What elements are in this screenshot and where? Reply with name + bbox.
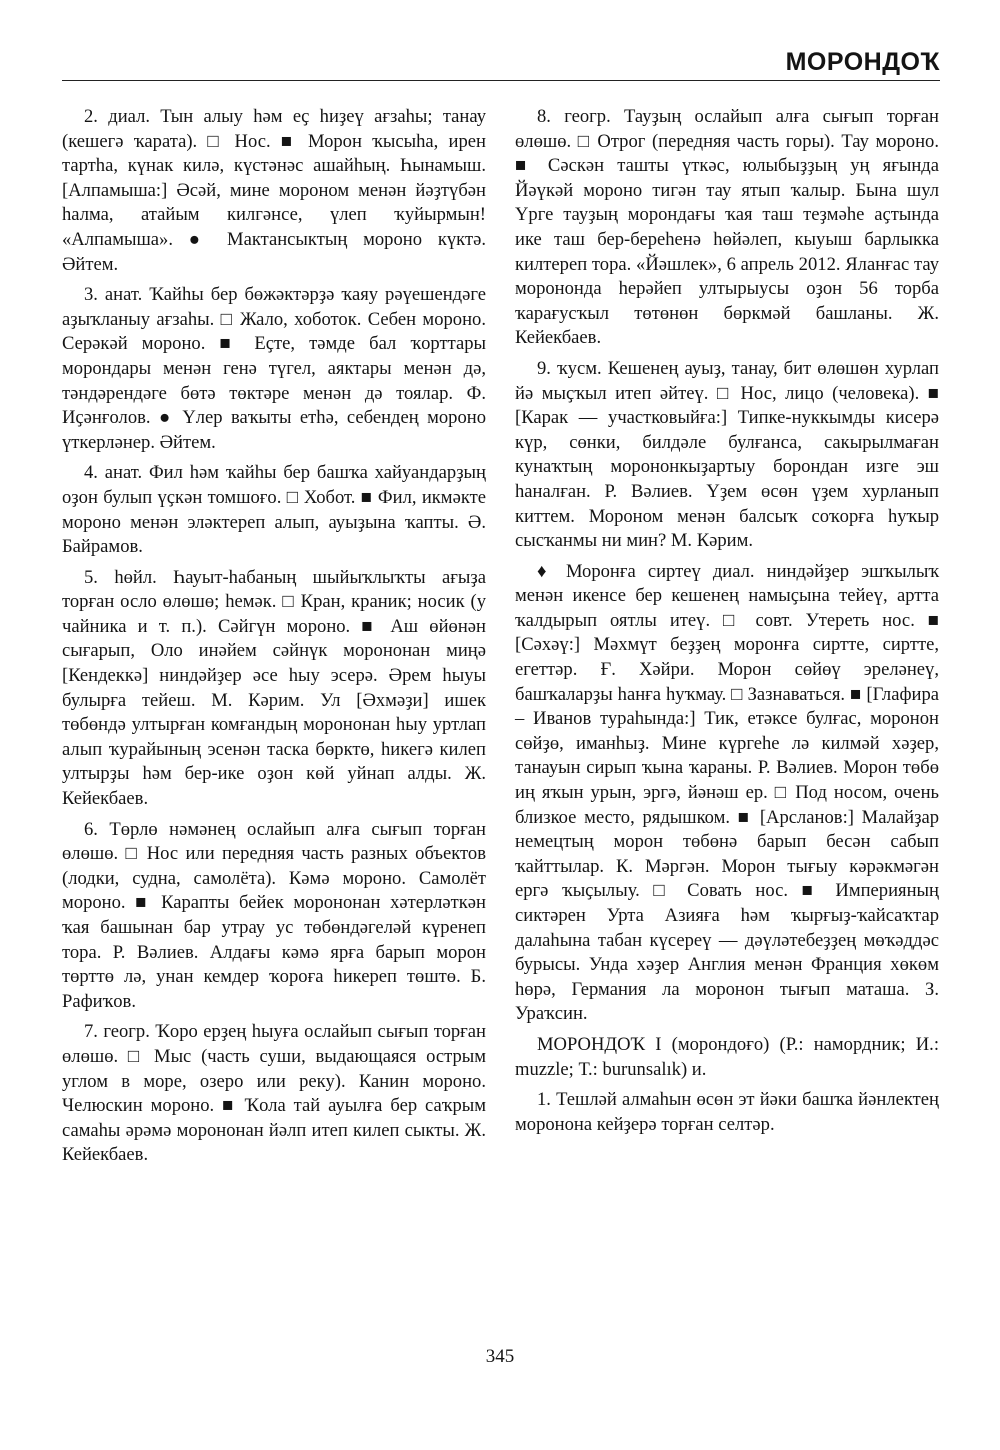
sense-5-paragraph: 5. һөйл. Һауыт-һабаның шыйыҡлыҡты ағыҙа торған осло өлөшө; һемәк. □ Кран, краник; носик (у чайника и т. п.). Сәйгүн мороно. ■ Аш өйөнән сығарып, Оло инәйем сәйнүк морононан миңә [Кендеккә] ниндәйҙер әсе һыу эсерә. Әрем һыуы булырға тейеш. М. Кәрим. Ул [Әхмәҙи] ишек төбөндә ултырған комғандың морононан һыу уртлап алып ҡурайының эсенән таска бөрктө, һикегә килеп ултырҙы һәм бер-ике оҙон көй уйнап алды. Ж. Кейекбаев. bbox=[62, 566, 486, 810]
sense-4-paragraph: 4. анат. Фил һәм ҡайһы бер башҡа хайуандарҙың оҙон булып үҫкән томшоғо. □ Хобот. ■ Фил, икмәкте мороно менән эләктереп алып, ауыҙына ҡапты. Ә. Байрамов. bbox=[62, 462, 486, 558]
header-headword: МОРОНДОҠ bbox=[785, 48, 940, 76]
page-number: 345 bbox=[485, 1346, 515, 1367]
sense-7-paragraph: 7. геогр. Ҡоро ерҙең һыуға ослайып сығып торған өлөшө. □ Мыс (часть суши, выдающаяся острым углом в море, озеро или реку). Канин мороно. Челюскин мороно. ■ Ҡола тай ауылға бер саҡрым самаһы әрәмә морононан йәлп итеп килеп сыкты. Ж. Кейекбаев. bbox=[62, 1021, 486, 1166]
left-column bbox=[62, 105, 486, 1174]
entry-morondok-heading: МОРОНДОҠ I (морондоғо) (Р.: намордник; И.: muzzle; Т.: burunsalık) и. bbox=[515, 1033, 939, 1080]
sense-6-paragraph: 6. Төрлө нәмәнең ослайып алға сығып торған өлөшө. □ Нос или передняя часть разных объектов (лодки, судна, самолёта). Кәмә мороно. Самолёт мороно. ■ Карапты бейек морононан хәтерләткән ҡая башынан бар утрау ус төбөндәгеләй күренеп тора. Р. Вәлиев. Алдағы кәмә ярға барып морон төрттө лә, унан кемдер ҡороға һикереп төштө. Б. Рафиҡов. bbox=[62, 818, 486, 1012]
idioms-paragraph: ♦ Моронға сиртеү диал. ниндәйҙер эшҡылыҡ менән икенсе бер кешенең намыҫына тейеү, артта ҡалдырып оятлы итеү. □ совт. Утереть нос. ■ [Сәхәү:] Мәхмүт беҙҙең моронға сиртте, сиртте, егеттәр. Ғ. Хәйри. Морон сөйөү эреләнеү, башҡаларҙы һанға һуҡмау. □ Зазнаваться. ■ [Глафира – Иванов тураһында:] Тик, етәксе булғас, моронон сөйҙө, иманһыҙ. Мине күргеһе лә килмәй хәҙер, танауын сирып ҡына ҡараны. Р. Вәлиев. Морон төбө иң яҡын урын, эргә, йәнәш ер. □ Под носом, очень близкое место, рядышком. ■ [Арсланов:] Малайҙар немецтың морон төбөнә барып бесән сабып ҡайттылар. К. Мәргән. Морон тығыу кәрәкмәгән ергә ҡыҫылыу. □ Совать нос. ■ Империяның сиктәрен Урта Азияға һәм ҡырғыҙ-ҡайсаҡтар далаһына табан күсереү — дәүләтебеҙҙең мөҡәддәс бурысы. Унда хәҙер Англия менән Франция хөкөм һөрә, Германия ла моронон тығып маташа. З. Ураҡсин. bbox=[515, 560, 939, 1025]
sense-8-paragraph: 8. геогр. Тауҙың ослайып алға сығып торған өлөшө. □ Отрог (передняя часть горы). Тау мороно. ■ Сәскән ташты үткәс, юлыбыҙҙың уң яғында Йәүкәй мороно тигән тау ятып ҡалыр. Бына шул Үрге тауҙың морондағы ҡая таш теҙмәһе аҫтында ике таш бер-береһенә һөйәлеп, кыуыш барлыкка килтереп тора. «Йәшлек», 6 апрель 2012. Яланғас тау морононда һерәйеп ултырыусы оҙон 56 торба ҡарағусҡыл төтөнөн бөркмәй башланы. Ж. Кейекбаев. bbox=[515, 106, 939, 349]
running-header bbox=[62, 46, 940, 81]
sense-2-paragraph: 2. диал. Тын алыу һәм еҫ һиҙеү ағзаһы; танау (кешегә ҡарата). □ Нос. ■ Морон ҡысыһа, ирен тартһа, күнак килә, күстәнәс ашайһың. Һынамыш. [Алпамыша:] Әсәй, мине мороном менән йәҙтүбән һалма, атайым килгәнсе, үлеп ҡуйырмын! «Алпамыша». ● Мактансыктың мороно күктә. Әйтем. bbox=[62, 106, 486, 275]
right-column bbox=[515, 105, 939, 1143]
sense-9-paragraph: 9. ҡусм. Кешенең ауыҙ, танау, бит өлөшөн хурлап йә мыҫҡыл итеп әйтеү. □ Нос, лицо (человека). ■ [Карак — участковыйға:] Типке-нуккымды кисерә күр, сөнки, билдәле булғанса, сакырылмаған кунаҡтың морононкыҙартыу борондан изге эш һаналған. Р. Вәлиев. Үҙем өсөн үҙем хурланып киттем. Мороном менән балсыҡ соҡорға һуҡыр сысҡанмы ни мин? М. Кәрим. bbox=[515, 357, 939, 552]
sense-3-paragraph: 3. анат. Ҡайһы бер бөжәктәрҙә ҡаяу рәүешендәге аҙыҡланыу ағзаһы. □ Жало, хоботок. Себен мороно. Серәкәй мороно. ■ Еҫте, тәмде бал ҡорттары морондары менән генә түгел, аяктары менән дә, тәндәрендәге бөтә төктәре менән дә тоялар. Ф. Иҫәнғолов. ● Үлер ваҡыты етһә, себендең мороно үткерләнер. Әйтем. bbox=[62, 284, 486, 453]
entry-morondok-sense-1: 1. Тешләй алмаһын өсөн эт йәки башҡа йәнлектең моронона кейҙерә торған селтәр. bbox=[515, 1089, 939, 1135]
